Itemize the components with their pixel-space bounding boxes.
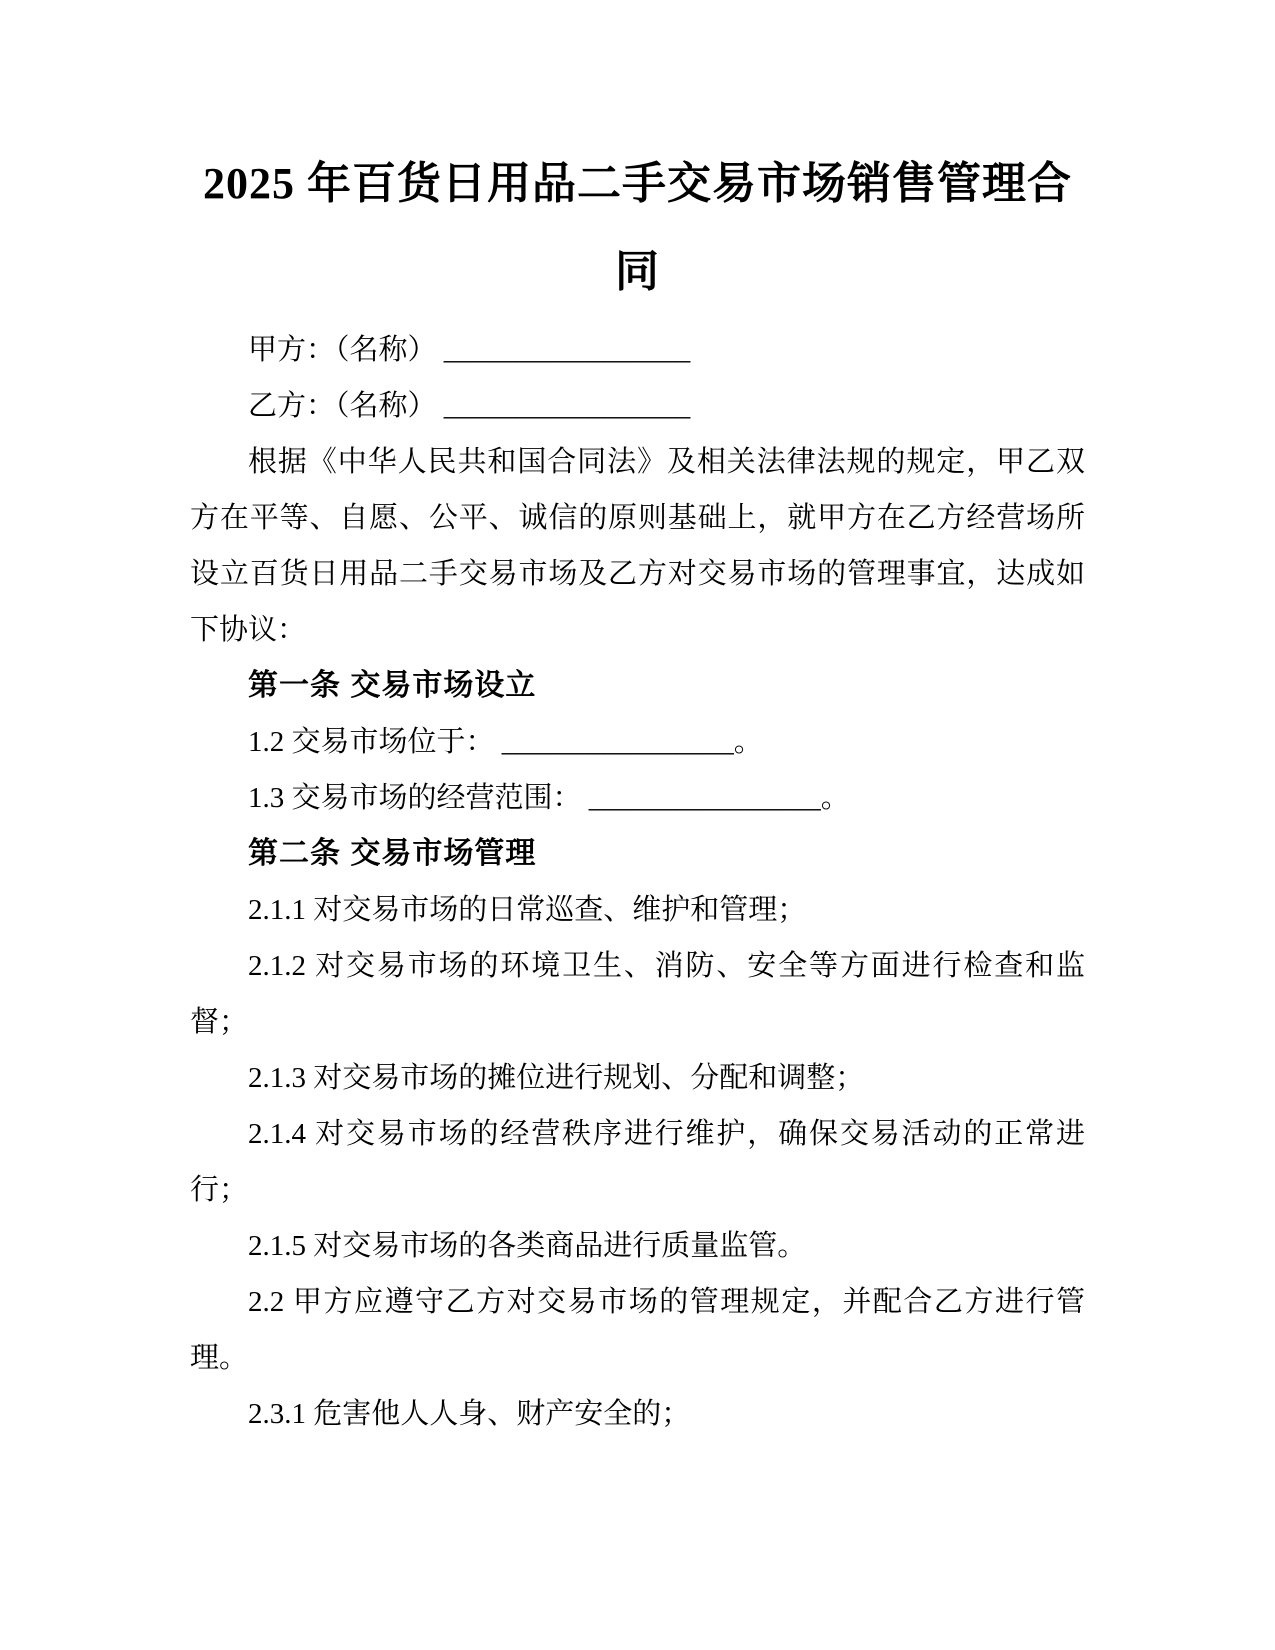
clause-2-1-5: 2.1.5 对交易市场的各类商品进行质量监管。 — [248, 1230, 807, 1262]
preamble-paragraph: 根据《中华人民共和国合同法》及相关法律法规的规定，甲乙双方在平等、自愿、公平、诚信的原则基础上，就甲方在乙方经营场所设立百货日用品二手交易市场及乙方对交易市场的管理事宜，达成如下协议： — [190, 446, 1085, 646]
clause-2-1-4: 2.1.4 对交易市场的经营秩序进行维护，确保交易活动的正常进行； — [190, 1118, 1085, 1206]
section-1-heading: 第一条 交易市场设立 — [248, 669, 537, 702]
clause-1-3: 1.3 交易市场的经营范围： ________________。 — [248, 782, 850, 814]
clause-2-1-2: 2.1.2 对交易市场的环境卫生、消防、安全等方面进行检查和监督； — [190, 950, 1085, 1038]
document-title: 2025 年百货日用品二手交易市场销售管理合同 — [203, 159, 1072, 296]
clause-2-1-3: 2.1.3 对交易市场的摊位进行规划、分配和调整； — [248, 1062, 865, 1094]
section-2-heading: 第二条 交易市场管理 — [248, 837, 537, 870]
clause-2-3-1: 2.3.1 危害他人人身、财产安全的； — [248, 1398, 691, 1430]
party-a-line: 甲方：（名称） _________________ — [248, 334, 691, 366]
clause-1-2: 1.2 交易市场位于： ________________。 — [248, 726, 763, 758]
clause-2-1-1: 2.1.1 对交易市场的日常巡查、维护和管理； — [248, 894, 807, 926]
clause-2-2: 2.2 甲方应遵守乙方对交易市场的管理规定，并配合乙方进行管理。 — [190, 1286, 1085, 1374]
party-b-line: 乙方：（名称） _________________ — [248, 390, 691, 422]
document-body — [190, 322, 1085, 1442]
